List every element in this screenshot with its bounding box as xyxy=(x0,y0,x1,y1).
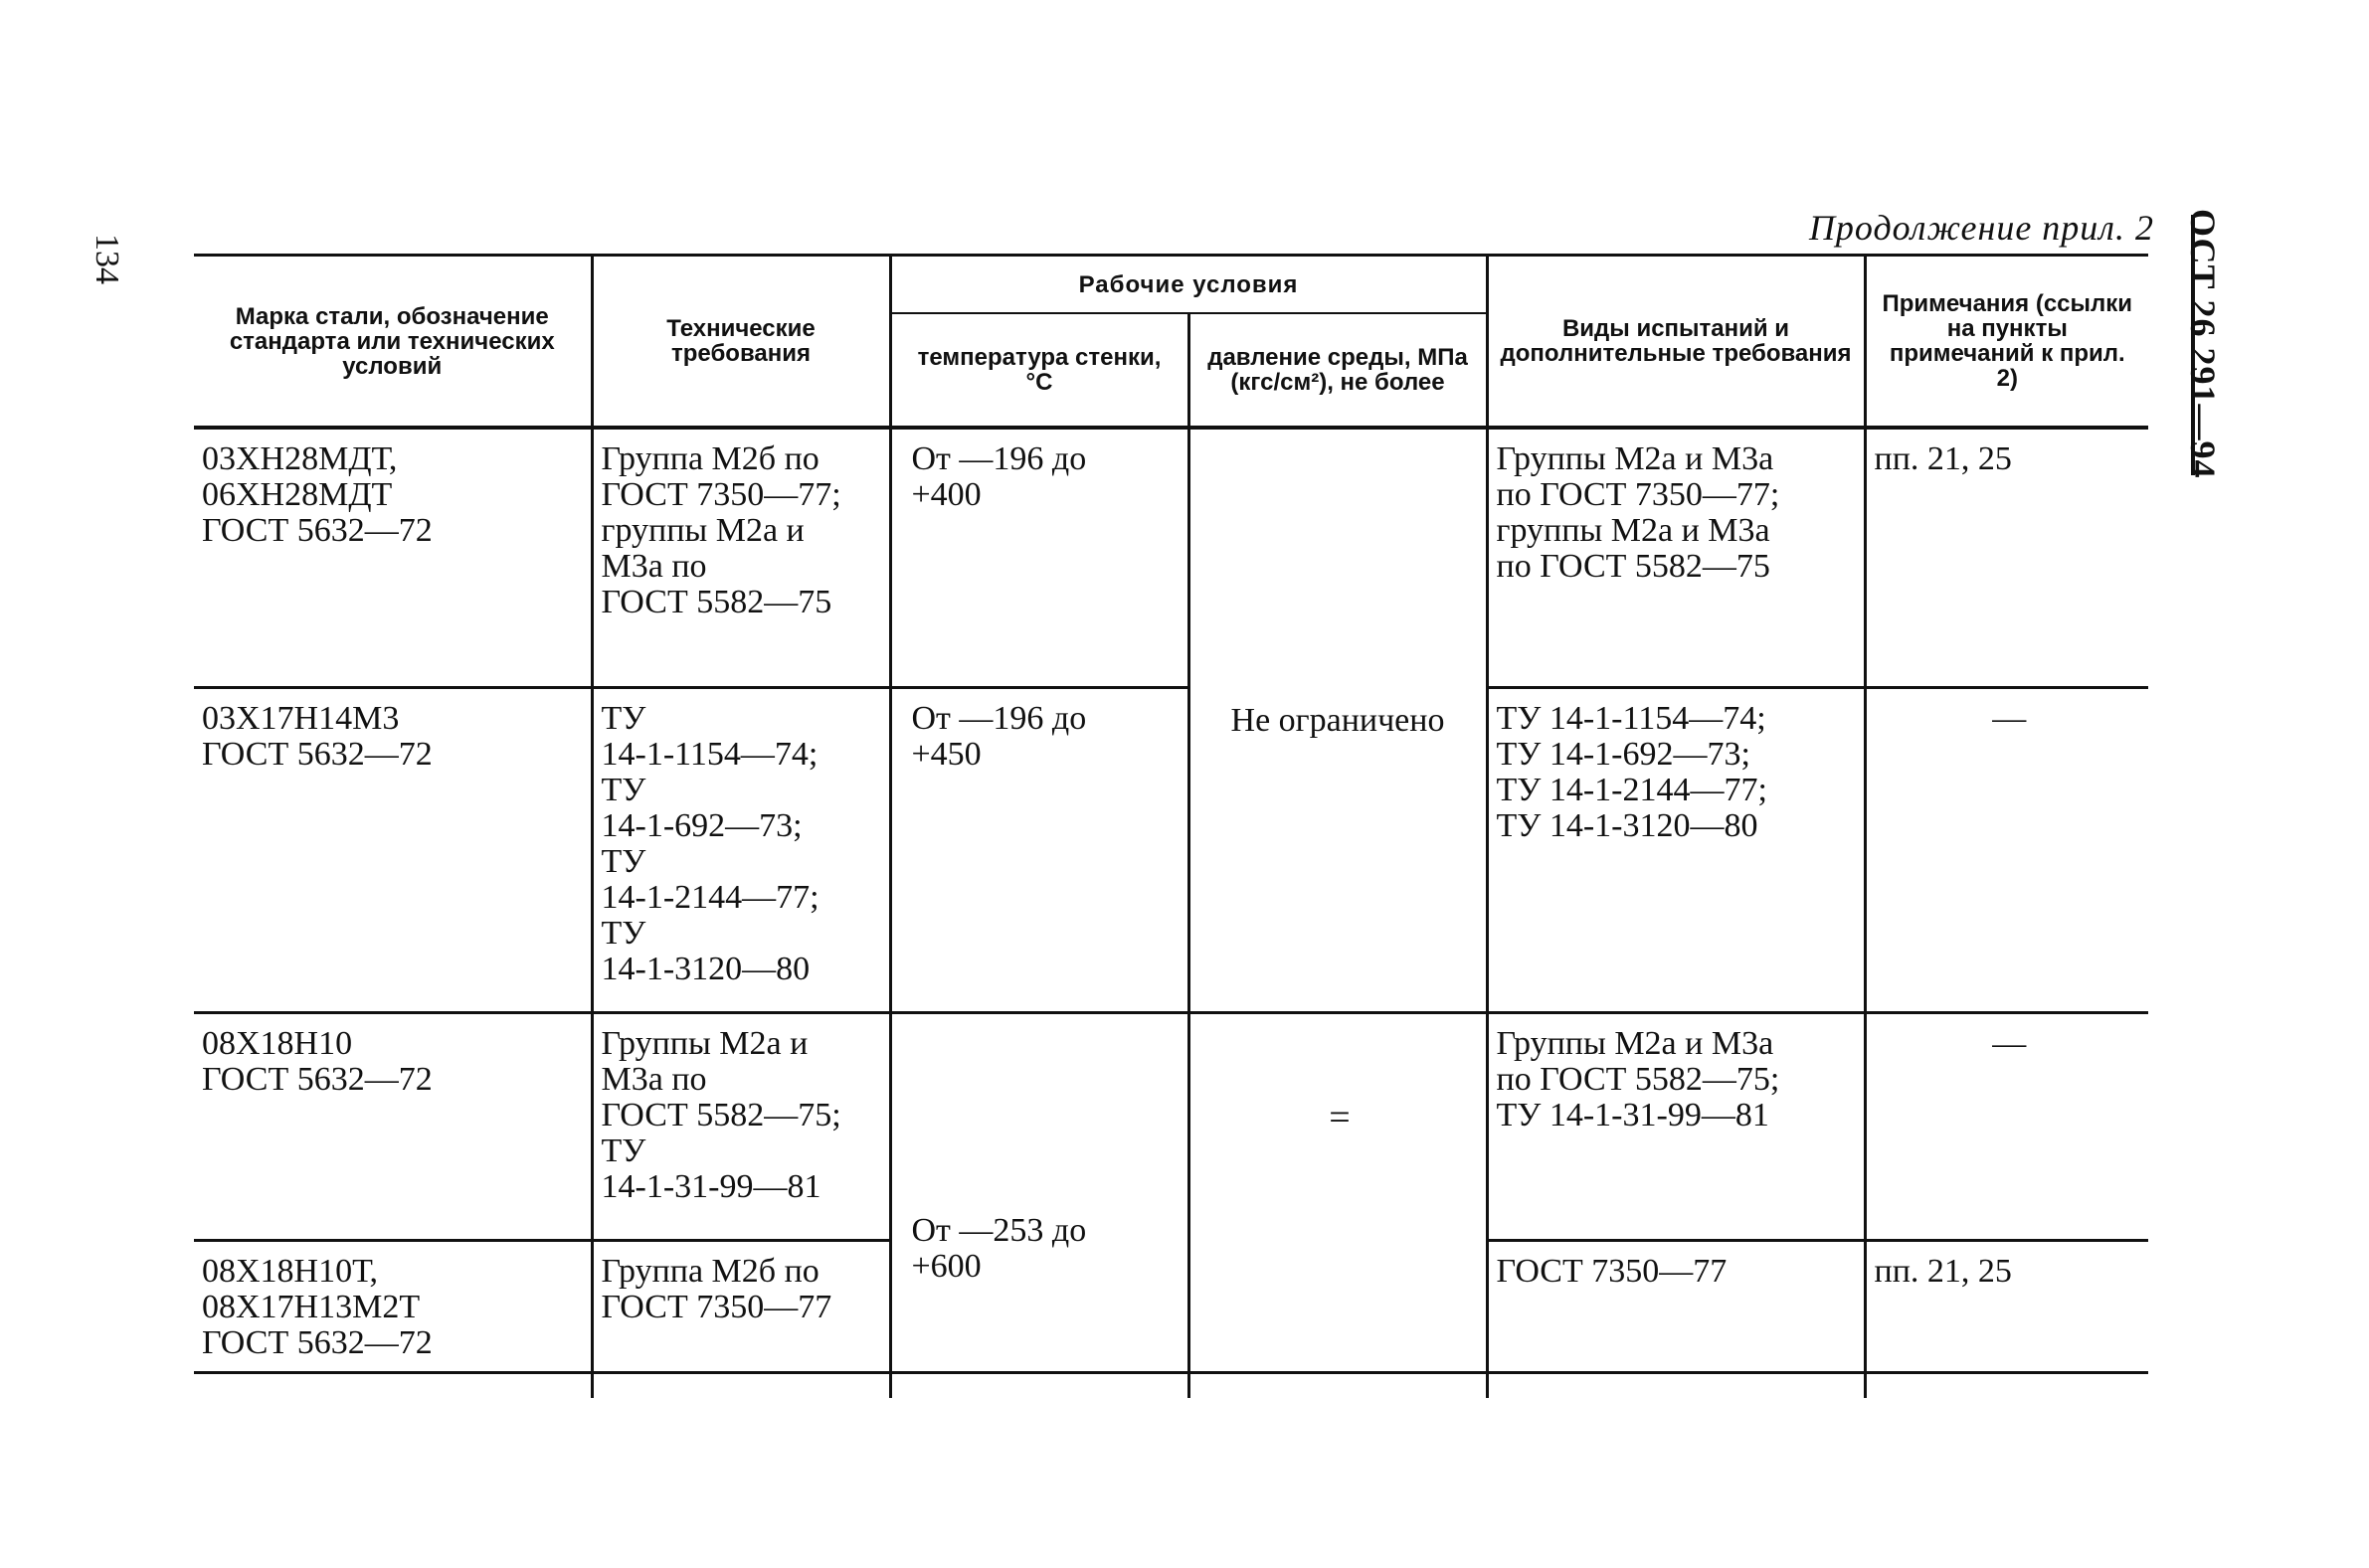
steel-table xyxy=(194,254,2148,1398)
header-steel-grade: Марка стали, обозначение стандарта или технических условий xyxy=(194,256,592,429)
cell-grade: 08Х18Н10Т, 08Х17Н13М2Т ГОСТ 5632—72 xyxy=(194,1241,592,1373)
cell-notes: пп. 21, 25 xyxy=(1865,428,2148,688)
header-tests: Виды испытаний и дополнительные требования xyxy=(1487,256,1865,429)
table-row xyxy=(194,688,2148,1013)
header-working-conditions: Рабочие условия xyxy=(890,256,1487,314)
cell-tech: Группа М2б по ГОСТ 7350—77; группы М2а и М3а по ГОСТ 5582—75 xyxy=(592,428,890,688)
cell-tests: Группы М2а и М3а по ГОСТ 5582—75; ТУ 14-1-31-99—81 xyxy=(1487,1013,1865,1241)
cell-notes: — xyxy=(1865,1013,2148,1241)
cell-tests: Группы М2а и М3а по ГОСТ 7350—77; группы М2а и М3а по ГОСТ 5582—75 xyxy=(1487,428,1865,688)
table-tail xyxy=(194,1373,2148,1399)
cell-tech: Группы М2а и М3а по ГОСТ 5582—75; ТУ 14-1-31-99—81 xyxy=(592,1013,890,1241)
cell-temperature: От —196 до +450 xyxy=(890,688,1188,1013)
page-number: 134 xyxy=(89,234,125,284)
standard-designation: ОСТ 26 291—94 xyxy=(2183,209,2223,479)
table-caption: Продолжение прил. 2 xyxy=(1808,208,2154,248)
cell-temperature: От —196 до +400 xyxy=(890,428,1188,688)
cell-pressure-merged: Не ограничено xyxy=(1188,428,1487,1013)
cell-tech: ТУ 14-1-1154—74; ТУ 14-1-692—73; ТУ 14-1-2144—77; ТУ 14-1-3120—80 xyxy=(592,688,890,1013)
cell-tests: ГОСТ 7350—77 xyxy=(1487,1241,1865,1373)
ditto-mark: = xyxy=(1329,1097,1351,1138)
header-tech-requirements: Технические требования xyxy=(592,256,890,429)
cell-tech: Группа М2б по ГОСТ 7350—77 xyxy=(592,1241,890,1373)
cell-grade: 03ХН28МДТ, 06ХН28МДТ ГОСТ 5632—72 xyxy=(194,428,592,688)
cell-grade: 08Х18Н10 ГОСТ 5632—72 xyxy=(194,1013,592,1241)
cell-temperature-merged: От —253 до +600 xyxy=(890,1013,1188,1373)
header-pressure: давление среды, МПа (кгс/см²), не более xyxy=(1188,313,1487,428)
table-row xyxy=(194,428,2148,688)
header-wall-temperature: температура стенки, °С xyxy=(890,313,1188,428)
cell-notes: — xyxy=(1865,688,2148,1013)
cell-notes: пп. 21, 25 xyxy=(1865,1241,2148,1373)
cell-pressure-ditto xyxy=(1188,1013,1487,1373)
header-notes: Примечания (ссылки на пункты примечаний к прил. 2) xyxy=(1865,256,2148,429)
table-row xyxy=(194,1013,2148,1241)
cell-grade: 03Х17Н14М3 ГОСТ 5632—72 xyxy=(194,688,592,1013)
cell-tests: ТУ 14-1-1154—74; ТУ 14-1-692—73; ТУ 14-1-2144—77; ТУ 14-1-3120—80 xyxy=(1487,688,1865,1013)
